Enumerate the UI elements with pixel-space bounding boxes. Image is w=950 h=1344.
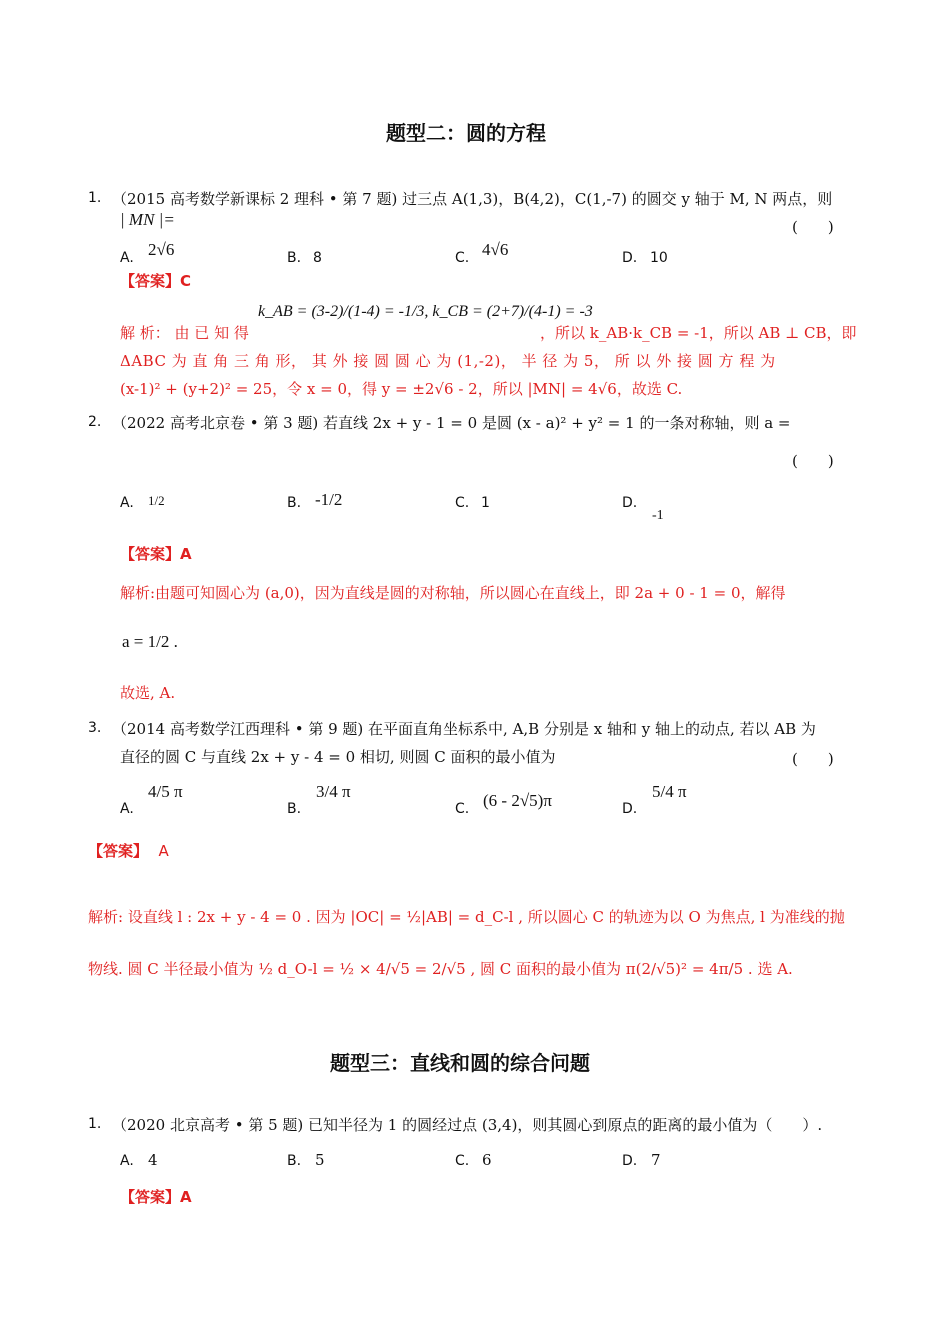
question-stem: （2022 高考北京卷 • 第 3 题) 若直线 2x + y - 1 = 0 是圆 (x - a)² + y² = 1 的一条对称轴，则 a = — [112, 414, 791, 432]
question-stem-cont: 直径的圆 C 与直线 2x + y - 4 = 0 相切, 则圆 C 面积的最小值为 — [120, 748, 556, 766]
solution-lead: 解 析： 由 已 知 得 — [120, 324, 249, 342]
question-stem-cont: | MN |= — [120, 210, 175, 229]
answer-label-text: 【答案】 — [88, 842, 149, 860]
section-title: 题型二：圆的方程 — [386, 121, 546, 145]
option-a: 4/5 π — [148, 782, 183, 801]
answer-value: A — [158, 842, 169, 860]
solution-line2: 物线. 圆 C 半径最小值为 ½ d_O-l = ½ × 4/√5 = 2/√5 , 圆 C 面积的最小值为 π(2/√5)² = 4π/5 . 选 A. — [88, 960, 793, 978]
option-c-label: C. — [455, 1153, 470, 1169]
solution-equation: k_AB = (3-2)/(1-4) = -1/3, k_CB = (2+7)/(4-1) = -3 — [258, 303, 593, 320]
question-stem: （2015 高考数学新课标 2 理科 • 第 7 题) 过三点 A(1,3)，B(4,2)，C(1,-7) 的圆交 y 轴于 M, N 两点，则 — [112, 190, 833, 208]
option-a-label: A. — [120, 250, 134, 266]
answer-paren: ( ) — [792, 218, 834, 236]
option-c: 6 — [482, 1151, 492, 1169]
option-b-label: B. — [287, 801, 302, 817]
option-b-label: B. — [287, 250, 302, 266]
answer-paren: ( ) — [792, 452, 834, 470]
answer-label-text: 【答案】 — [120, 1188, 181, 1206]
option-a: 2√6 — [148, 240, 175, 259]
option-b: 8 — [313, 250, 322, 266]
answer-value: C — [180, 272, 192, 290]
section-title: 题型三：直线和圆的综合问题 — [330, 1051, 590, 1075]
option-c-label: C. — [455, 801, 470, 817]
option-d: 5/4 π — [652, 782, 687, 801]
solution-line3: 故选, A. — [120, 684, 176, 702]
answer-paren: ( ) — [792, 750, 834, 768]
solution-line1-tail: ，所以 k_AB·k_CB = -1，所以 AB ⊥ CB，即 — [540, 324, 857, 342]
option-b-label: B. — [287, 1153, 302, 1169]
answer-label-text: 【答案】 — [120, 545, 181, 563]
answer-label — [88, 840, 169, 861]
option-c: (6 - 2√5)π — [483, 791, 552, 810]
solution-line2: a = 1/2 . — [122, 632, 178, 651]
option-c-label: C. — [455, 250, 470, 266]
option-d-label: D. — [622, 495, 638, 511]
answer-label — [120, 270, 191, 291]
question-number: 2. — [88, 414, 102, 430]
answer-value: A — [180, 545, 192, 563]
option-c: 4√6 — [482, 240, 509, 259]
option-a: 1/2 — [148, 493, 165, 508]
option-a-label: A. — [120, 1153, 134, 1169]
option-b: -1/2 — [315, 490, 343, 509]
option-b: 3/4 π — [316, 782, 351, 801]
solution-line1: 解析:由题可知圆心为 (a,0)，因为直线是圆的对称轴，所以圆心在直线上，即 2a + 0 - 1 = 0，解得 — [120, 584, 786, 602]
option-d: -1 — [652, 508, 664, 523]
option-d-label: D. — [622, 250, 638, 266]
option-a-label: A. — [120, 495, 134, 511]
option-b: 5 — [315, 1151, 325, 1169]
question-number: 1. — [88, 1116, 102, 1132]
solution-line2: ΔABC 为 直 角 三 角 形， 其 外 接 圆 圆 心 为 (1,-2)， 半 径 为 5， 所 以 外 接 圆 方 程 为 — [120, 352, 776, 370]
question-number: 1. — [88, 190, 102, 206]
option-c: 1 — [481, 495, 490, 511]
solution-line1: 解析: 设直线 l : 2x + y - 4 = 0 . 因为 |OC| = ½|AB| = d_C-l , 所以圆心 C 的轨迹为以 O 为焦点, l 为准线的抛 — [88, 908, 845, 926]
option-d-label: D. — [622, 1153, 638, 1169]
option-c-label: C. — [455, 495, 470, 511]
option-d: 10 — [650, 250, 668, 266]
question-stem: （2014 高考数学江西理科 • 第 9 题) 在平面直角坐标系中, A,B 分别是 x 轴和 y 轴上的动点, 若以 AB 为 — [112, 720, 816, 738]
option-d: 7 — [651, 1151, 661, 1169]
answer-label-text: 【答案】 — [120, 272, 181, 290]
question-stem: （2020 北京高考 • 第 5 题) 已知半径为 1 的圆经过点 (3,4)，则其圆心到原点的距离的最小值为（ ）. — [112, 1116, 823, 1134]
answer-label — [120, 543, 192, 564]
option-b-label: B. — [287, 495, 302, 511]
answer-label — [120, 1186, 192, 1207]
answer-value: A — [180, 1188, 192, 1206]
solution-line3: (x-1)² + (y+2)² = 25，令 x = 0，得 y = ±2√6 - 2，所以 |MN| = 4√6，故选 C. — [120, 380, 683, 398]
option-a: 4 — [148, 1151, 158, 1169]
option-d-label: D. — [622, 801, 638, 817]
question-number: 3. — [88, 720, 102, 736]
option-a-label: A. — [120, 801, 134, 817]
